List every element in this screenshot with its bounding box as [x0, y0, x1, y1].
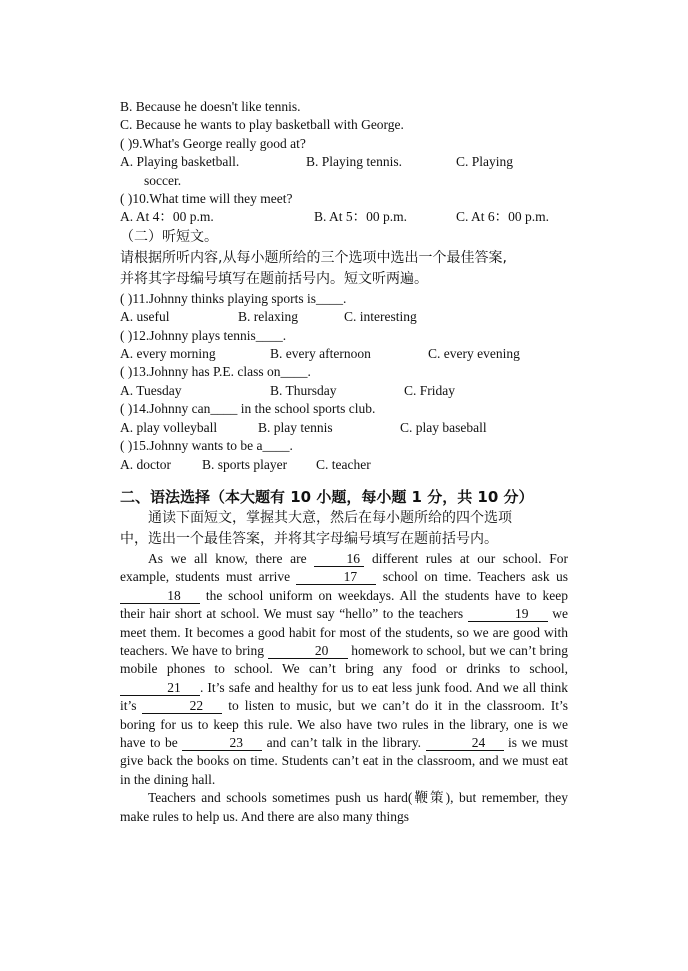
grammar-instruction-2: 中，选出一个最佳答案，并将其字母编号填写在题前括号内。	[120, 530, 498, 547]
q13-options	[120, 382, 568, 400]
q11-option-a: A. useful	[120, 309, 170, 325]
q13-stem: ( )13.Johnny has P.E. class on____.	[120, 364, 311, 380]
cloze-text: school on time. Teachers ask us	[376, 569, 568, 585]
q13-option-a: A. Tuesday	[120, 382, 182, 398]
q12-option-b: B. every afternoon	[270, 346, 371, 362]
cloze-text: . It’s safe and healthy for us to eat less junk food. And we all think it’s	[120, 679, 568, 714]
cloze-blank-17: 17	[296, 570, 376, 585]
q9-options	[120, 153, 568, 171]
q14-stem: ( )14.Johnny can____ in the school sports club.	[120, 401, 376, 417]
listening2-instruction-1: 请根据所听内容,从每小题所给的三个选项中选出一个最佳答案,	[120, 249, 507, 266]
listening2-instruction-2: 并将其字母编号填写在题前括号内。短文听两遍。	[120, 270, 428, 287]
q14-option-c: C. play baseball	[400, 419, 487, 435]
cloze-text: is we must give back the books on time. Students can’t eat in the classroom, and we must eat in the dining hall.	[120, 734, 568, 787]
q12-stem: ( )12.Johnny plays tennis____.	[120, 327, 287, 343]
cloze-paragraph-1	[120, 550, 568, 789]
cloze-blank-22: 22	[142, 699, 222, 714]
cloze-blank-16: 16	[314, 552, 364, 567]
cloze-blank-21: 21	[120, 681, 200, 696]
q8-option-b: B. Because he doesn't like tennis.	[120, 99, 301, 114]
cloze-text: homework to school, but we can’t bring mobile phones to school. We can’t bring any food or drinks to school,	[120, 642, 568, 677]
q15-stem: ( )15.Johnny wants to be a____.	[120, 438, 293, 454]
q15-options	[120, 456, 568, 474]
cloze-blank-23: 23	[182, 736, 262, 751]
q12-option-c: C. every evening	[428, 346, 520, 362]
q14-options	[120, 419, 568, 437]
q10-stem: ( )10.What time will they meet?	[120, 191, 293, 207]
q11-stem: ( )11.Johnny thinks playing sports is____.	[120, 290, 347, 306]
cloze-text: and can’t talk in the library.	[262, 734, 426, 750]
cloze-blank-24: 24	[426, 736, 504, 751]
q9-option-b: B. Playing tennis.	[306, 154, 403, 170]
listening2-title: （二）听短文。	[120, 228, 218, 245]
exam-page	[120, 98, 568, 826]
cloze-text: the school uniform on weekdays. All the students have to keep their hair short at school. We must say “hello” to the teachers	[120, 587, 568, 622]
grammar-section-title: 二、语法选择（本大题有 10 小题，每小题 1 分，共 10 分）	[120, 487, 534, 506]
q9-option-a: A. Playing basketball.	[120, 154, 240, 170]
q10-options	[120, 208, 568, 226]
cloze-blank-19: 19	[468, 607, 548, 622]
cloze-blank-18: 18	[120, 589, 200, 604]
cloze-text: different rules at our school. For example, students must arrive	[120, 550, 568, 585]
grammar-instruction-1: 通读下面短文，掌握其大意，然后在每小题所给的四个选项	[148, 509, 512, 526]
q11-options	[120, 308, 568, 326]
q9-option-c: C. Playing	[456, 154, 514, 170]
q10-option-b: B. At 5：00 p.m.	[314, 209, 408, 225]
cloze-text: to listen to music, but we can’t do it in the classroom. It’s boring for us to keep this rule. We also have two rules in the library, one is we have to be	[120, 698, 568, 750]
q14-option-a: A. play volleyball	[120, 419, 218, 435]
q9-stem: ( )9.What's George really good at?	[120, 135, 306, 151]
q13-option-c: C. Friday	[404, 382, 456, 398]
q8-option-c: C. Because he wants to play basketball with George.	[120, 117, 404, 133]
q10-option-a: A. At 4：00 p.m.	[120, 209, 214, 225]
cloze-paragraph-2: Teachers and schools sometimes push us hard(鞭策), but remember, they make rules to help us. And there are also many things	[120, 790, 568, 824]
q9-option-c-cont: soccer.	[144, 172, 182, 188]
q15-option-c: C. teacher	[316, 456, 371, 472]
q11-option-b: B. relaxing	[238, 309, 298, 325]
cloze-text: we meet them. It becomes a good habit for most of the students, so we are good with teachers. We have to bring	[120, 606, 568, 658]
q12-option-a: A. every morning	[120, 346, 216, 362]
q11-option-c: C. interesting	[344, 309, 417, 325]
q12-options	[120, 345, 568, 363]
q15-option-a: A. doctor	[120, 456, 171, 472]
q13-option-b: B. Thursday	[270, 382, 337, 398]
cloze-text: As we all know, there are	[148, 550, 315, 566]
cloze-blank-20: 20	[268, 644, 348, 659]
q10-option-c: C. At 6：00 p.m.	[456, 209, 550, 225]
q15-option-b: B. sports player	[202, 456, 288, 472]
q14-option-b: B. play tennis	[258, 419, 333, 435]
